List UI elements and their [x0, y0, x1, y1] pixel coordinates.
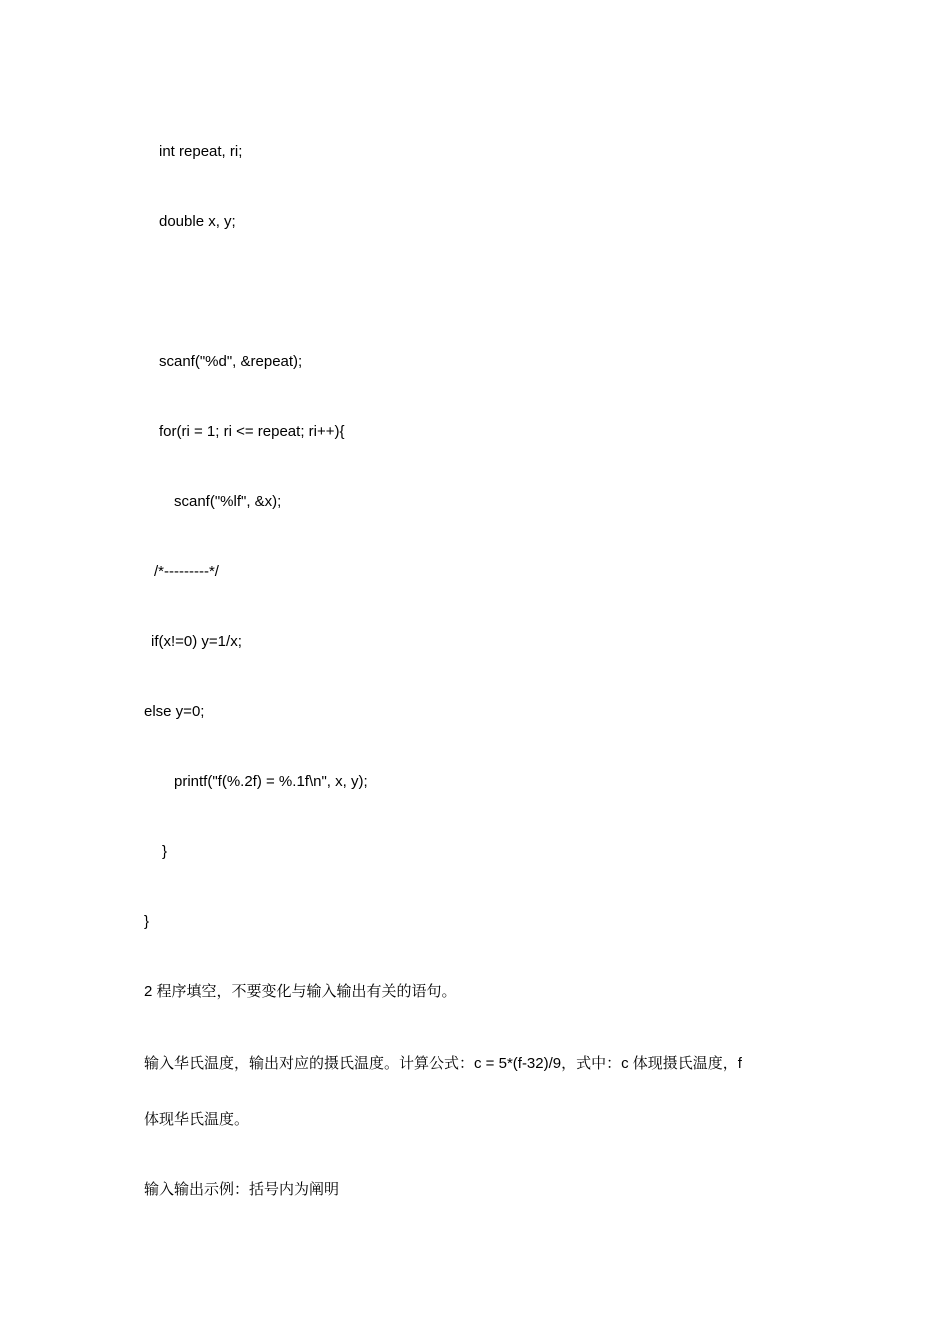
- code-line: double x, y;: [159, 213, 236, 230]
- code-line: }: [144, 913, 150, 930]
- code-line: }: [162, 843, 168, 860]
- code-line: scanf("%d", &repeat);: [159, 353, 303, 370]
- code-line: /*---------*/: [154, 563, 219, 580]
- code-line: printf("f(%.2f) = %.1f\n", x, y);: [174, 773, 368, 790]
- example-label: 输入输出示例：括号内为阐明: [144, 1181, 340, 1198]
- description-text: 输入华氏温度，输出对应的摄氏温度。计算公式：c = 5*(f-32)/9，式中：c 体现摄氏温度，f: [144, 1055, 742, 1072]
- code-line: else y=0;: [144, 703, 205, 720]
- code-line: int repeat, ri;: [159, 143, 243, 160]
- code-line: if(x!=0) y=1/x;: [151, 633, 242, 650]
- description-text: 体现华氏温度。: [144, 1111, 250, 1128]
- code-line: scanf("%lf", &x);: [174, 493, 282, 510]
- code-line: for(ri = 1; ri <= repeat; ri++){: [159, 423, 345, 440]
- question-title: 2 程序填空，不要变化与输入输出有关的语句。: [144, 983, 457, 1000]
